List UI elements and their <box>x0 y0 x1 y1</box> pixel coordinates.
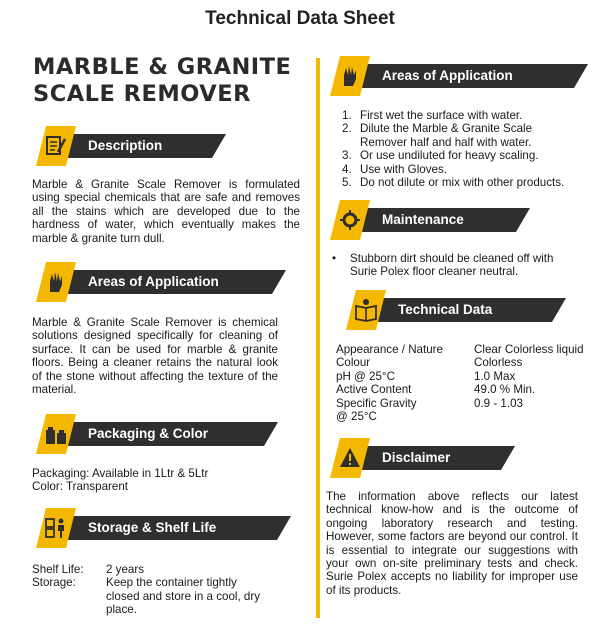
maintenance-list <box>332 252 582 279</box>
glove-hand-icon <box>339 64 361 88</box>
bullet: • <box>332 252 337 265</box>
table-row: Active Content 49.0 % Min. <box>336 383 536 397</box>
list-item: 5. Do not dilute or mix with other products. <box>342 176 565 190</box>
description-heading: Description <box>88 138 163 153</box>
table-row: Specific Gravity 0.9 - 1.03 <box>336 396 523 410</box>
product-title <box>33 54 291 108</box>
glove-hand-icon <box>45 270 67 294</box>
disclaimer-heading: Disclaimer <box>382 450 451 465</box>
shelf-life-value: 2 years <box>106 563 145 576</box>
storage-badge <box>36 508 76 548</box>
maintenance-badge <box>330 200 370 240</box>
packaging-line: Packaging: Available in 1Ltr & 5Ltr <box>32 467 209 480</box>
application-steps <box>342 109 582 189</box>
color-line: Color: Transparent <box>32 480 129 494</box>
areas-left-heading: Areas of Application <box>88 274 219 289</box>
containers-icon <box>45 422 67 446</box>
areas-left-text: Marble & Granite Scale Remover is chemical solutions designed specifically for cleaning of surface. It can be used for marble & granite floors. Being a cleaner retains the natural look of the stone without affecting the texture of the material. <box>32 316 278 397</box>
shelf-life-label: Shelf Life: <box>32 563 84 576</box>
areas-left-badge <box>36 262 76 302</box>
packaging-heading: Packaging & Color <box>88 426 209 441</box>
packaging-badge <box>36 414 76 454</box>
description-badge <box>36 126 76 166</box>
list-item: • Stubborn dirt should be cleaned off with Surie Polex floor cleaner neutral. <box>332 252 554 279</box>
table-row: pH @ 25°C 1.0 Max <box>336 369 516 383</box>
list-item: 1. First wet the surface with water. <box>342 109 523 122</box>
table-row: Colour Colorless <box>336 356 523 370</box>
book-info-icon <box>355 298 377 322</box>
list-item: 4. Use with Gloves. <box>342 162 447 176</box>
description-text: Marble & Granite Scale Remover is formulated using special chemicals that are safe and removes all the stains which are developed due to the hardness of water, which eventually makes the marble & granite turn dull. <box>32 178 300 245</box>
column-divider <box>316 58 320 618</box>
product-title-line-2: SCALE REMOVER <box>33 81 251 107</box>
list-item: 2. Dilute the Marble & Granite Scale Remover half and half with water. <box>342 122 533 149</box>
storage-label: Storage: <box>32 576 76 590</box>
storage-row <box>32 576 312 616</box>
table-row: @ 25°C <box>336 410 377 424</box>
table-row: Appearance / Nature Clear Colorless liquid <box>336 343 584 356</box>
technical-badge <box>346 290 386 330</box>
packaging-info <box>32 467 312 494</box>
list-item: 3. Or use undiluted for heavy scaling. <box>342 149 539 163</box>
product-title-line-1: MARBLE & GRANITE <box>33 54 292 80</box>
maintenance-heading: Maintenance <box>382 212 464 227</box>
warehouse-worker-icon <box>45 516 67 540</box>
areas-right-heading: Areas of Application <box>382 68 513 83</box>
storage-value: Keep the container tightly closed and store in a cool, dry place. <box>106 576 261 617</box>
technical-heading: Technical Data <box>398 302 493 317</box>
disclaimer-text: The information above reflects our latest technical know-how and is the outcome of ongoing laboratory research and testing. However, some factors are beyond our control. It is essential to integrate our suggestions with your own on-site preliminary tests and check. Surie Polex accepts no liability for improper use of its products. <box>326 490 578 597</box>
storage-heading: Storage & Shelf Life <box>88 520 217 535</box>
technical-table <box>336 343 586 423</box>
storage-info <box>32 563 312 617</box>
document-pencil-icon <box>45 134 67 158</box>
shelf-life-row <box>32 563 312 576</box>
page-title: Technical Data Sheet <box>205 8 395 29</box>
disclaimer-badge <box>330 438 370 478</box>
areas-right-badge <box>330 56 370 96</box>
warning-icon <box>339 446 361 470</box>
gear-tool-icon <box>339 208 361 232</box>
